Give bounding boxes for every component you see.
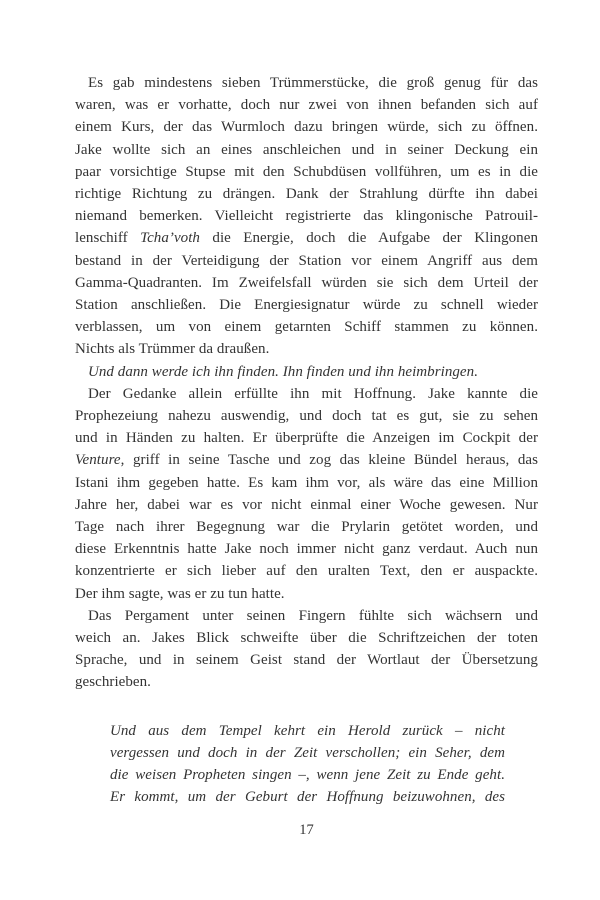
text-segment: Jahre her, dabei war es vor nicht einmal einer Woche gewesen. Nur xyxy=(75,496,538,513)
text-segment: weich an. Jakes Blick schweifte über die Schriftzeichen der toten xyxy=(75,630,538,647)
text-segment: Das Pergament unter seinen Fingern fühlte sich wächsern und xyxy=(88,607,538,624)
text-segment: Station anschließen. Die Energiesignatur würde zu schnell wieder xyxy=(75,297,538,314)
text-line xyxy=(75,294,538,316)
text-segment: und in Händen zu halten. Er überprüfte die Anzeigen im Cockpit der xyxy=(75,430,538,447)
text-segment: Der Gedanke allein erfüllte ihn mit Hoffnung. Jake kannte die xyxy=(88,385,538,402)
text-segment: waren, was er vorhatte, doch nur zwei von ihnen befanden sich auf xyxy=(75,97,538,114)
paragraph-debris xyxy=(75,72,538,361)
text-segment: Und aus dem Tempel kehrt ein Herold zurück – nicht xyxy=(110,722,505,739)
text-line xyxy=(75,427,538,449)
text-segment: die weisen Propheten singen –, wenn jene Zeit zu Ende geht. xyxy=(110,767,505,784)
text-line xyxy=(75,405,538,427)
text-segment: bestand in der Verteidigung der Station vor einem Angriff aus dem xyxy=(75,252,538,269)
paragraph-hope xyxy=(75,383,538,605)
text-segment: diese Erkenntnis hatte Jake noch immer nicht ganz verdaut. Auch nun xyxy=(75,541,538,558)
text-line xyxy=(75,605,538,627)
text-block xyxy=(75,72,538,809)
text-line xyxy=(75,627,538,649)
text-line xyxy=(75,449,538,471)
text-segment: Nichts als Trümmer da draußen. xyxy=(75,341,270,358)
text-line xyxy=(75,94,538,116)
text-line xyxy=(75,538,538,560)
text-line xyxy=(75,516,538,538)
text-segment: richtige Richtung zu drängen. Dank der Strahlung dürfte ihn dabei xyxy=(75,186,538,203)
text-line xyxy=(110,720,505,742)
text-segment: lenschiff xyxy=(75,230,141,247)
text-line xyxy=(75,183,538,205)
text-line xyxy=(75,494,538,516)
text-line xyxy=(75,361,538,383)
text-segment: geschrieben. xyxy=(75,674,151,691)
text-line xyxy=(75,227,538,249)
text-line xyxy=(110,742,505,764)
paragraph-thought xyxy=(75,361,538,383)
italic-text-segment: Venture xyxy=(75,452,121,469)
text-line xyxy=(75,205,538,227)
paragraph-parchment xyxy=(75,605,538,694)
text-segment: einem Kurs, der das Wurmloch dazu bringen würde, sich zu öffnen. xyxy=(75,119,538,136)
text-line xyxy=(75,560,538,582)
text-segment: Jake wollte sich an eines anschleichen und in seiner Deckung ein xyxy=(75,141,538,158)
text-segment: Es gab mindestens sieben Trümmerstücke, die groß genug für das xyxy=(88,75,538,91)
text-line xyxy=(75,139,538,161)
text-line xyxy=(75,383,538,405)
text-line xyxy=(75,316,538,338)
text-segment: Und dann werde ich ihn finden. Ihn finden und ihn heimbringen. xyxy=(88,363,478,380)
text-segment: , griff in seine Tasche und zog das kleine Bündel heraus, das xyxy=(120,452,538,469)
text-line xyxy=(75,72,538,94)
text-line xyxy=(75,338,538,360)
text-segment: Sprache, und in seinem Geist stand der Wortlaut der Übersetzung xyxy=(75,652,538,669)
text-segment: Prophezeiung nahezu auswendig, und doch tat es gut, sie zu sehen xyxy=(75,408,538,425)
text-segment: niemand bemerken. Vielleicht registrierte das klingonische Patrouil- xyxy=(75,208,538,225)
text-segment: Istani ihm gegeben hatte. Es kam ihm vor, als wäre das eine Million xyxy=(75,474,538,491)
text-line xyxy=(75,116,538,138)
text-line xyxy=(75,472,538,494)
text-line xyxy=(75,272,538,294)
text-line xyxy=(110,786,505,808)
text-line xyxy=(75,161,538,183)
text-segment: Tage nach ihrer Begegnung war die Prylarin getötet worden, und xyxy=(75,519,538,536)
text-segment: konzentrierte er sich lieber auf den uralten Text, den er auspackte. xyxy=(75,563,538,580)
text-segment: Gamma-Quadranten. Im Zweifelsfall würden sie sich dem Urteil der xyxy=(75,274,538,291)
text-line xyxy=(75,649,538,671)
text-line xyxy=(110,764,505,786)
text-segment: paar vorsichtige Stupse mit den Schubdüsen vollführen, um es in die xyxy=(75,163,538,180)
italic-text-segment: Tcha’voth xyxy=(140,230,200,247)
text-segment: verblassen, um von einem getarnten Schiff stammen zu können. xyxy=(75,319,538,336)
prophecy-quote xyxy=(110,720,505,809)
page-number: 17 xyxy=(299,822,314,838)
text-line xyxy=(75,671,538,693)
text-segment: vergessen und doch in der Zeit verschollen; ein Seher, dem xyxy=(110,744,505,761)
text-line xyxy=(75,250,538,272)
text-segment: Er kommt, um der Geburt der Hoffnung beizuwohnen, des xyxy=(110,789,505,806)
text-line xyxy=(75,583,538,605)
text-segment: Der ihm sagte, was er zu tun hatte. xyxy=(75,585,285,602)
text-segment: die Energie, doch die Aufgabe der Klingonen xyxy=(199,230,538,247)
